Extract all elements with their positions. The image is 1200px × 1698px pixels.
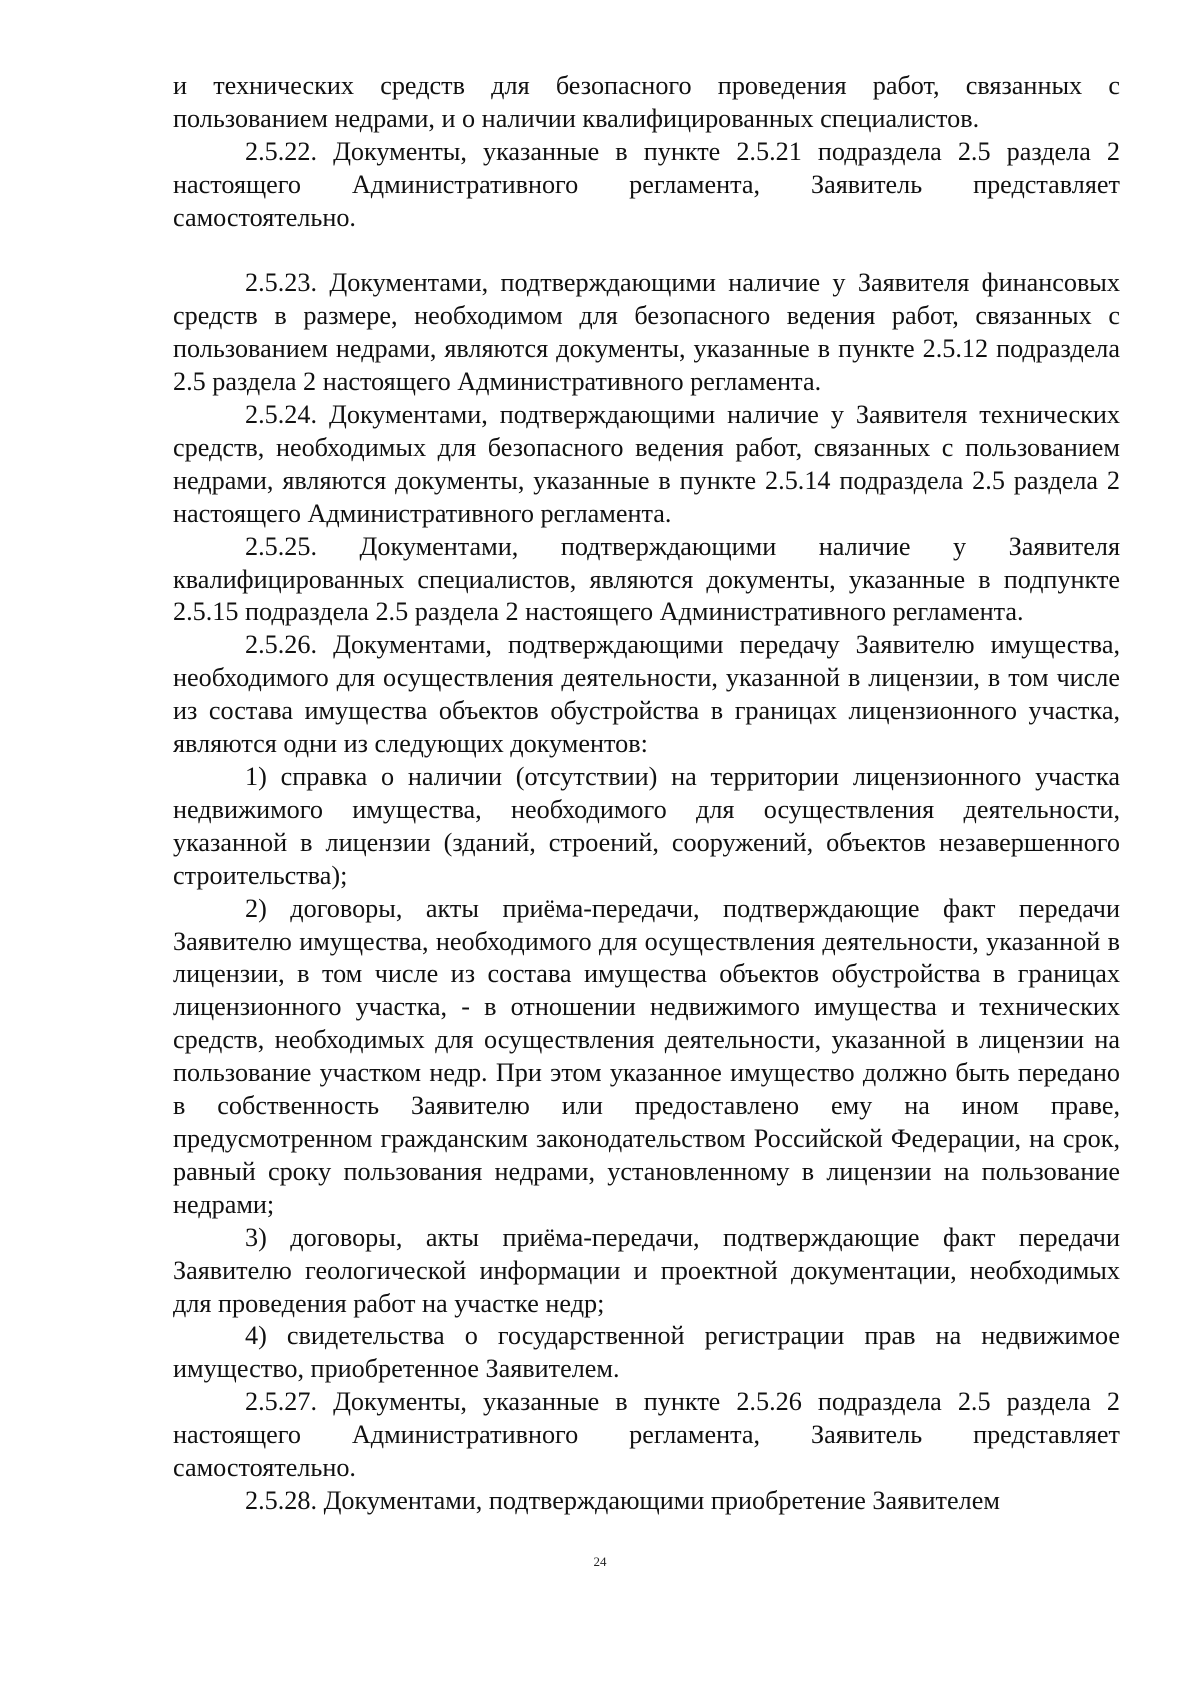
paragraph-2-5-26: 2.5.26. Документами, подтверждающими передачу Заявителю имущества, необходимого для осуществления деятельности, указанной в лицензии, в том числе из состава имущества объектов обустройства в границах лицензионного участка, являются одни из следующих документов:: [173, 630, 1120, 759]
paragraph-2-5-23: 2.5.23. Документами, подтверждающими наличие у Заявителя финансовых средств в размере, необходимом для безопасного ведения работ, связанных с пользованием недрами, являются документы, указанные в пункте 2.5.12 подраздела 2.5 раздела 2 настоящего Административного регламента.: [173, 268, 1120, 397]
list-item-1: 1) справка о наличии (отсутствии) на территории лицензионного участка недвижимого имущества, необходимого для осуществления деятельности, указанной в лицензии (зданий, строений, сооружений, объектов незавершенного строительства);: [173, 762, 1120, 890]
list-item-4: 4) свидетельства о государственной регистрации прав на недвижимое имущество, приобретенное Заявителем.: [173, 1321, 1120, 1384]
paragraph-2-5-24: 2.5.24. Документами, подтверждающими наличие у Заявителя технических средств, необходимых для безопасного ведения работ, связанных с пользованием недрами, являются документы, указанные в пункте 2.5.14 подраздела 2.5 раздела 2 настоящего Административного регламента.: [173, 400, 1120, 528]
paragraph-2-5-27: 2.5.27. Документы, указанные в пункте 2.5.26 подраздела 2.5 раздела 2 настоящего Административного регламента, Заявитель представляет самостоятельно.: [173, 1387, 1120, 1483]
document-body: [173, 70, 1120, 1518]
paragraph-gap: [173, 235, 1120, 268]
paragraph-2-5-25: 2.5.25. Документами, подтверждающими наличие у Заявителя квалифицированных специалистов, являются документы, указанные в подпункте 2.5.15 подраздела 2.5 раздела 2 настоящего Административного регламента.: [173, 531, 1120, 627]
paragraph-2-5-22: 2.5.22. Документы, указанные в пункте 2.5.21 подраздела 2.5 раздела 2 настоящего Административного регламента, Заявитель представляет самостоятельно.: [173, 136, 1120, 232]
paragraph-continuation: и технических средств для безопасного проведения работ, связанных с пользованием недрами, и о наличии квалифицированных специалистов.: [173, 71, 1120, 133]
list-item-2: 2) договоры, акты приёма-передачи, подтверждающие факт передачи Заявителю имущества, необходимого для осуществления деятельности, указанной в лицензии, в том числе из состава имущества объектов обустройства в границах лицензионного участка, - в отношении недвижимого имущества и технических средств, необходимых для осуществления деятельности, указанной в лицензии на пользование участком недр. При этом указанное имущество должно быть передано в собственность Заявителю или предоставлено ему на ином праве, предусмотренном гражданским законодательством Российской Федерации, на срок, равный сроку пользования недрами, установленному в лицензии на пользование недрами;: [173, 893, 1120, 1219]
paragraph-2-5-28: 2.5.28. Документами, подтверждающими приобретение Заявителем: [245, 1485, 1000, 1515]
list-item-3: 3) договоры, акты приёма-передачи, подтверждающие факт передачи Заявителю геологической информации и проектной документации, необходимых для проведения работ на участке недр;: [173, 1222, 1120, 1318]
page-number: 24: [593, 1554, 607, 1569]
